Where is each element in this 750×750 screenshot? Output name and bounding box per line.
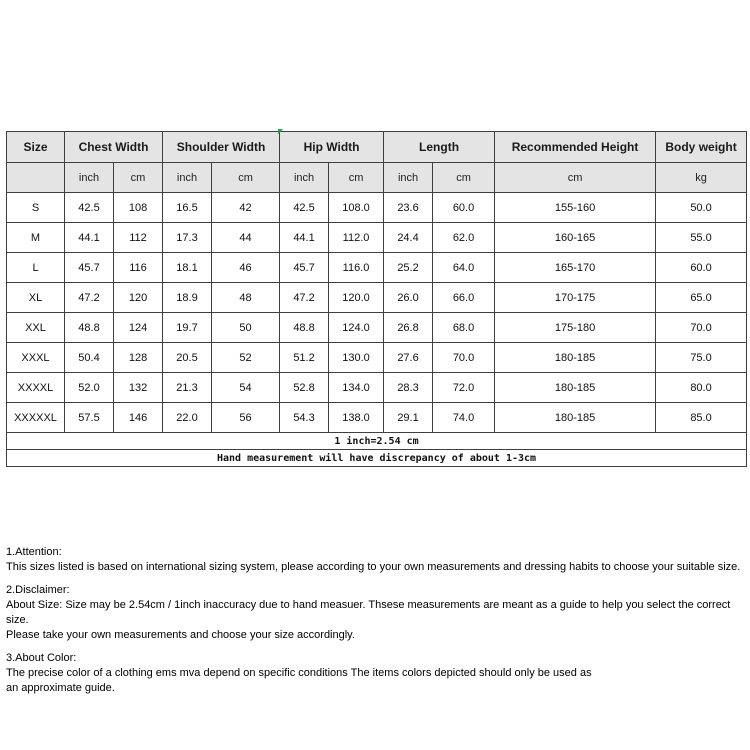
value-cell: 74.0 xyxy=(433,403,495,433)
value-cell: 80.0 xyxy=(656,373,747,403)
unit-header-5-inch: inch xyxy=(280,163,329,193)
value-cell: 112.0 xyxy=(329,223,384,253)
size-label-cell: XXL xyxy=(7,313,65,343)
value-cell: 47.2 xyxy=(280,283,329,313)
value-cell: 132 xyxy=(114,373,163,403)
value-cell: 124.0 xyxy=(329,313,384,343)
value-cell: 66.0 xyxy=(433,283,495,313)
size-label-cell: XXXXXL xyxy=(7,403,65,433)
value-cell: 85.0 xyxy=(656,403,747,433)
disclaimer-section xyxy=(6,583,744,643)
size-chart-table xyxy=(6,131,747,467)
size-label-cell: M xyxy=(7,223,65,253)
value-cell: 70.0 xyxy=(656,313,747,343)
value-cell: 128 xyxy=(114,343,163,373)
value-cell: 116.0 xyxy=(329,253,384,283)
unit-header-4-cm: cm xyxy=(212,163,280,193)
value-cell: 134.0 xyxy=(329,373,384,403)
value-cell: 180-185 xyxy=(495,403,656,433)
value-cell: 44.1 xyxy=(280,223,329,253)
unit-header-6-cm: cm xyxy=(329,163,384,193)
unit-header-empty xyxy=(7,163,65,193)
value-cell: 124 xyxy=(114,313,163,343)
value-cell: 50 xyxy=(212,313,280,343)
disclaimer-heading: 2.Disclaimer: xyxy=(6,584,70,596)
value-cell: 146 xyxy=(114,403,163,433)
value-cell: 19.7 xyxy=(163,313,212,343)
size-label-cell: L xyxy=(7,253,65,283)
col-header-chest-width: Chest Width xyxy=(65,132,163,163)
about-color-heading: 3.About Color: xyxy=(6,652,77,664)
value-cell: 46 xyxy=(212,253,280,283)
value-cell: 21.3 xyxy=(163,373,212,403)
unit-header-3-inch: inch xyxy=(163,163,212,193)
col-header-hip-width: Hip Width xyxy=(280,132,384,163)
col-header-length: Length xyxy=(384,132,495,163)
value-cell: 16.5 xyxy=(163,193,212,223)
value-cell: 70.0 xyxy=(433,343,495,373)
value-cell: 60.0 xyxy=(433,193,495,223)
value-cell: 42.5 xyxy=(280,193,329,223)
notes-sections xyxy=(6,545,744,704)
col-header-size: Size xyxy=(7,132,65,163)
col-header-body-weight: Body weight xyxy=(656,132,747,163)
value-cell: 165-170 xyxy=(495,253,656,283)
value-cell: 54 xyxy=(212,373,280,403)
unit-header-9-cm: cm xyxy=(495,163,656,193)
value-cell: 57.5 xyxy=(65,403,114,433)
value-cell: 64.0 xyxy=(433,253,495,283)
attention-section xyxy=(6,545,744,575)
value-cell: 72.0 xyxy=(433,373,495,403)
value-cell: 138.0 xyxy=(329,403,384,433)
size-label-cell: XXXL xyxy=(7,343,65,373)
attention-heading: 1.Attention: xyxy=(6,546,62,558)
value-cell: 75.0 xyxy=(656,343,747,373)
value-cell: 60.0 xyxy=(656,253,747,283)
inch-conversion-note: 1 inch=2.54 cm xyxy=(7,433,747,450)
note-row-1 xyxy=(7,433,747,450)
table-footer-notes xyxy=(7,433,747,467)
value-cell: 52 xyxy=(212,343,280,373)
size-row-xxxxl xyxy=(7,373,747,403)
value-cell: 180-185 xyxy=(495,343,656,373)
value-cell: 24.4 xyxy=(384,223,433,253)
value-cell: 55.0 xyxy=(656,223,747,253)
value-cell: 17.3 xyxy=(163,223,212,253)
value-cell: 112 xyxy=(114,223,163,253)
unit-header-1-inch: inch xyxy=(65,163,114,193)
hand-measurement-note: Hand measurement will have discrepancy of about 1-3cm xyxy=(7,450,747,467)
size-label-cell: XXXXL xyxy=(7,373,65,403)
value-cell: 48.8 xyxy=(280,313,329,343)
value-cell: 23.6 xyxy=(384,193,433,223)
value-cell: 27.6 xyxy=(384,343,433,373)
value-cell: 20.5 xyxy=(163,343,212,373)
value-cell: 116 xyxy=(114,253,163,283)
size-row-m xyxy=(7,223,747,253)
value-cell: 42.5 xyxy=(65,193,114,223)
value-cell: 62.0 xyxy=(433,223,495,253)
value-cell: 45.7 xyxy=(65,253,114,283)
value-cell: 120 xyxy=(114,283,163,313)
about-color-text-line2: an approximate guide. xyxy=(6,682,115,694)
unit-header-10-kg: kg xyxy=(656,163,747,193)
value-cell: 65.0 xyxy=(656,283,747,313)
value-cell: 54.3 xyxy=(280,403,329,433)
value-cell: 108.0 xyxy=(329,193,384,223)
value-cell: 26.0 xyxy=(384,283,433,313)
value-cell: 47.2 xyxy=(65,283,114,313)
value-cell: 22.0 xyxy=(163,403,212,433)
value-cell: 51.2 xyxy=(280,343,329,373)
value-cell: 25.2 xyxy=(384,253,433,283)
value-cell: 48.8 xyxy=(65,313,114,343)
value-cell: 50.0 xyxy=(656,193,747,223)
disclaimer-text-line1: About Size: Size may be 2.54cm / 1inch inaccuracy due to hand measuer. Thsese measurements are meant as a guide to help you select the correct size. xyxy=(6,599,731,626)
value-cell: 68.0 xyxy=(433,313,495,343)
value-cell: 108 xyxy=(114,193,163,223)
disclaimer-text-line2: Please take your own measurements and choose your size accordingly. xyxy=(6,629,355,641)
value-cell: 120.0 xyxy=(329,283,384,313)
value-cell: 56 xyxy=(212,403,280,433)
value-cell: 175-180 xyxy=(495,313,656,343)
size-row-xxxl xyxy=(7,343,747,373)
value-cell: 29.1 xyxy=(384,403,433,433)
size-row-xxxxxl xyxy=(7,403,747,433)
value-cell: 48 xyxy=(212,283,280,313)
about-color-text-line1: The precise color of a clothing ems mva depend on specific conditions The items colors depicted should only be used as xyxy=(6,667,592,679)
value-cell: 180-185 xyxy=(495,373,656,403)
col-header-recommended-height: Recommended Height xyxy=(495,132,656,163)
size-row-s xyxy=(7,193,747,223)
size-label-cell: XL xyxy=(7,283,65,313)
value-cell: 18.1 xyxy=(163,253,212,283)
unit-header-2-cm: cm xyxy=(114,163,163,193)
size-row-xxl xyxy=(7,313,747,343)
value-cell: 50.4 xyxy=(65,343,114,373)
value-cell: 42 xyxy=(212,193,280,223)
table-header-row xyxy=(7,132,747,163)
value-cell: 45.7 xyxy=(280,253,329,283)
size-row-xl xyxy=(7,283,747,313)
value-cell: 170-175 xyxy=(495,283,656,313)
value-cell: 52.8 xyxy=(280,373,329,403)
note-row-2 xyxy=(7,450,747,467)
value-cell: 160-165 xyxy=(495,223,656,253)
value-cell: 44.1 xyxy=(65,223,114,253)
value-cell: 155-160 xyxy=(495,193,656,223)
size-label-cell: S xyxy=(7,193,65,223)
col-header-shoulder-width: Shoulder Width xyxy=(163,132,280,163)
table-subheader-row xyxy=(7,163,747,193)
value-cell: 18.9 xyxy=(163,283,212,313)
size-row-l xyxy=(7,253,747,283)
unit-header-8-cm: cm xyxy=(433,163,495,193)
attention-text: This sizes listed is based on international sizing system, please according to your own measurements and dressing habits to choose your suitable size. xyxy=(6,561,741,573)
about-color-section xyxy=(6,651,744,696)
value-cell: 52.0 xyxy=(65,373,114,403)
value-cell: 44 xyxy=(212,223,280,253)
table-body xyxy=(7,193,747,433)
value-cell: 130.0 xyxy=(329,343,384,373)
value-cell: 26.8 xyxy=(384,313,433,343)
unit-header-7-inch: inch xyxy=(384,163,433,193)
value-cell: 28.3 xyxy=(384,373,433,403)
